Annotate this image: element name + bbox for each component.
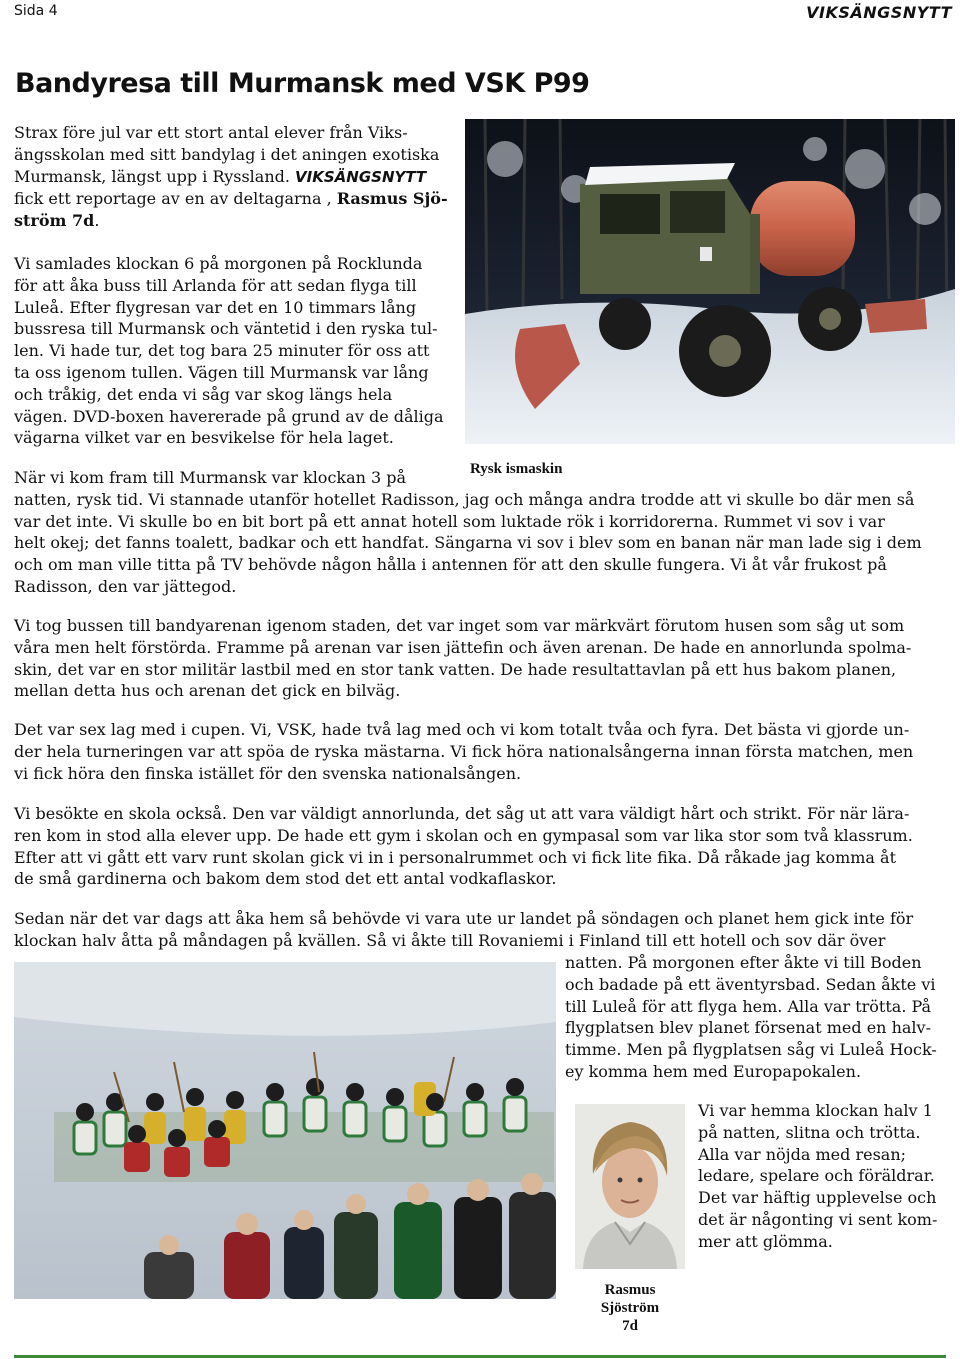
masthead: VIKSÄNGSNYTT xyxy=(806,3,952,22)
portrait-caption-name: Rasmus Sjöström xyxy=(600,1282,660,1316)
text-line: Det var häftig upplevelse och xyxy=(698,1188,937,1208)
author-name: Rasmus Sjö- xyxy=(336,189,448,209)
text-line: ey komma hem med Europapokalen. xyxy=(565,1061,862,1081)
text-line: Efter att vi gått ett varv runt skolan gick vi in i personalrummet och vi fick lite fika. Då råkade jag komma åt xyxy=(14,847,897,867)
paragraph-arena xyxy=(14,615,954,702)
text-line: Radisson, den var jättegod. xyxy=(14,576,237,596)
intro-line: fick ett reportage av en av deltagarna , Rasmus Sjö- xyxy=(14,189,448,209)
ice-resurfacing-truck-image xyxy=(465,119,955,444)
text-line: klockan halv åtta på måndagen på kvällen. Så vi åkte till Rovaniemi i Finland till ett hotell och sov där över xyxy=(14,930,886,950)
text-line: timme. Men på flygplatsen såg vi Luleå Hock- xyxy=(565,1040,937,1060)
portrait-caption-class: 7d xyxy=(622,1318,638,1334)
author-class: ström 7d xyxy=(14,211,95,231)
text-line: mer att glömma. xyxy=(698,1231,833,1251)
text-line: på natten, slitna och trötta. xyxy=(698,1122,921,1142)
intro-line: Strax före jul var ett stort antal elever från Viks- xyxy=(14,123,408,142)
text-line: Vi tog bussen till bandyarenan igenom staden, det var inget som var märkvärt förutom husen som såg ut som xyxy=(14,616,905,635)
text-line: der hela turneringen var att spöa de ryska mästarna. Vi fick höra nationalsångerna innan första matchen, men xyxy=(14,741,914,761)
student-portrait-image xyxy=(575,1104,685,1269)
truck-photo-caption: Rysk ismaskin xyxy=(470,461,563,477)
truck-photo xyxy=(465,119,955,444)
text-line: natten, rysk tid. Vi stannade utanför hotellet Radisson, jag och många andra trodde att vi skulle bo där men så xyxy=(14,489,915,509)
text-line: Sedan när det var dags att åka hem så behövde vi vara ute ur landet på söndagen och planet hem gick inte för xyxy=(14,909,914,928)
intro-line: ängsskolan med sitt bandylag i det aningen exotiska xyxy=(14,144,440,164)
team-photo xyxy=(14,962,556,1299)
text-line: var det inte. Vi skulle bo en bit bort på ett annat hotell som luktade rök i korridorerna. Rummet vi sov i var xyxy=(14,511,885,531)
text-line: och badade på ett äventyrsbad. Sedan åkte vi xyxy=(565,974,936,994)
intro-line: Murmansk, längst upp i Ryssland. VIKSÄNGSNYTT xyxy=(14,166,427,186)
paragraph-home xyxy=(698,1100,953,1253)
text-line: bussresa till Murmansk och väntetid i den ryska tul- xyxy=(14,319,438,339)
text-line: för att åka buss till Arlanda för att sedan flyga till xyxy=(14,275,417,295)
paragraph-return xyxy=(14,908,954,952)
text-line: ledare, spelare och föräldrar. xyxy=(698,1166,935,1186)
portrait-photo xyxy=(575,1104,685,1269)
text-line: de små gardinerna och bakom dem stod det ett antal vodkaflaskor. xyxy=(14,869,557,889)
intro-paragraph xyxy=(14,122,464,232)
text-line: det är någonting vi sent kom- xyxy=(698,1209,938,1229)
text-line: Vi var hemma klockan halv 1 xyxy=(698,1101,933,1120)
intro-line: ström 7d. xyxy=(14,211,100,231)
text-line: natten. På morgonen efter åkte vi till Boden xyxy=(565,953,922,972)
text-line: till Luleå för att flyga hem. Alla var trötta. På xyxy=(565,996,932,1016)
text-line: Alla var nöjda med resan; xyxy=(698,1144,907,1164)
text-line: len. Vi hade tur, det tog bara 25 minuter för oss att xyxy=(14,341,430,361)
paragraph-school xyxy=(14,803,954,890)
paragraph-journey xyxy=(14,253,464,449)
text-line: ta oss igenom tullen. Vägen till Murmansk var lång xyxy=(14,362,429,382)
text-line: helt okej; det fanns toalett, badkar och ett handfat. Sängarna vi sov i blev som en banan när man lade sig i dem xyxy=(14,533,922,553)
team-group-image xyxy=(14,962,556,1299)
text-line: flygplatsen blev planet försenat med en halv- xyxy=(565,1018,931,1038)
text-line: Vi besökte en skola också. Den var väldigt annorlunda, det såg ut att vara väldigt hårt och strikt. För när lära- xyxy=(14,804,910,823)
text-line: Luleå. Efter flygresan var det en 10 timmars lång xyxy=(14,297,417,317)
text-line: ren kom in stod alla elever upp. De hade ett gym i skolan och en gympasal som var lika stor som två klassrum. xyxy=(14,825,913,845)
text-line: och tråkig, det enda vi såg var skog längs hela xyxy=(14,384,393,404)
portrait-caption xyxy=(575,1281,685,1335)
text-line: mellan detta hus och arenan det gick en bilväg. xyxy=(14,681,401,701)
article-title: Bandyresa till Murmansk med VSK P99 xyxy=(15,68,590,99)
text-line: När vi kom fram till Murmansk var klockan 3 på xyxy=(14,468,407,487)
paragraph-return-cont xyxy=(565,952,955,1083)
paragraph-hotel xyxy=(14,467,954,598)
page-number: Sida 4 xyxy=(14,3,58,19)
bottom-divider xyxy=(14,1355,946,1358)
text-line: vi fick höra den finska istället för den svenska nationalsången. xyxy=(14,763,522,783)
text-line: Vi samlades klockan 6 på morgonen på Rocklunda xyxy=(14,254,423,273)
text-line: vägen. DVD-boxen havererade på grund av de dåliga xyxy=(14,406,444,426)
paragraph-cup xyxy=(14,719,954,784)
text-line: vägarna vilket var en besvikelse för hela laget. xyxy=(14,428,394,448)
text-line: våra men helt förstörda. Framme på arenan var isen jättefin och även arenan. De hade en annorlunda spolma- xyxy=(14,637,912,657)
masthead-mention: VIKSÄNGSNYTT xyxy=(295,167,427,186)
text-line: skin, det var en stor militär lastbil med en stor tank vatten. De hade resultattavlan på ett hus bakom planen, xyxy=(14,659,897,679)
text-line: Det var sex lag med i cupen. Vi, VSK, hade två lag med och vi kom totalt tvåa och fyra. Det bästa vi gjorde un- xyxy=(14,720,910,739)
text-line: och om man ville titta på TV behövde någon hålla i antennen för att den skulle fungera. Vi åt vår frukost på xyxy=(14,555,887,575)
